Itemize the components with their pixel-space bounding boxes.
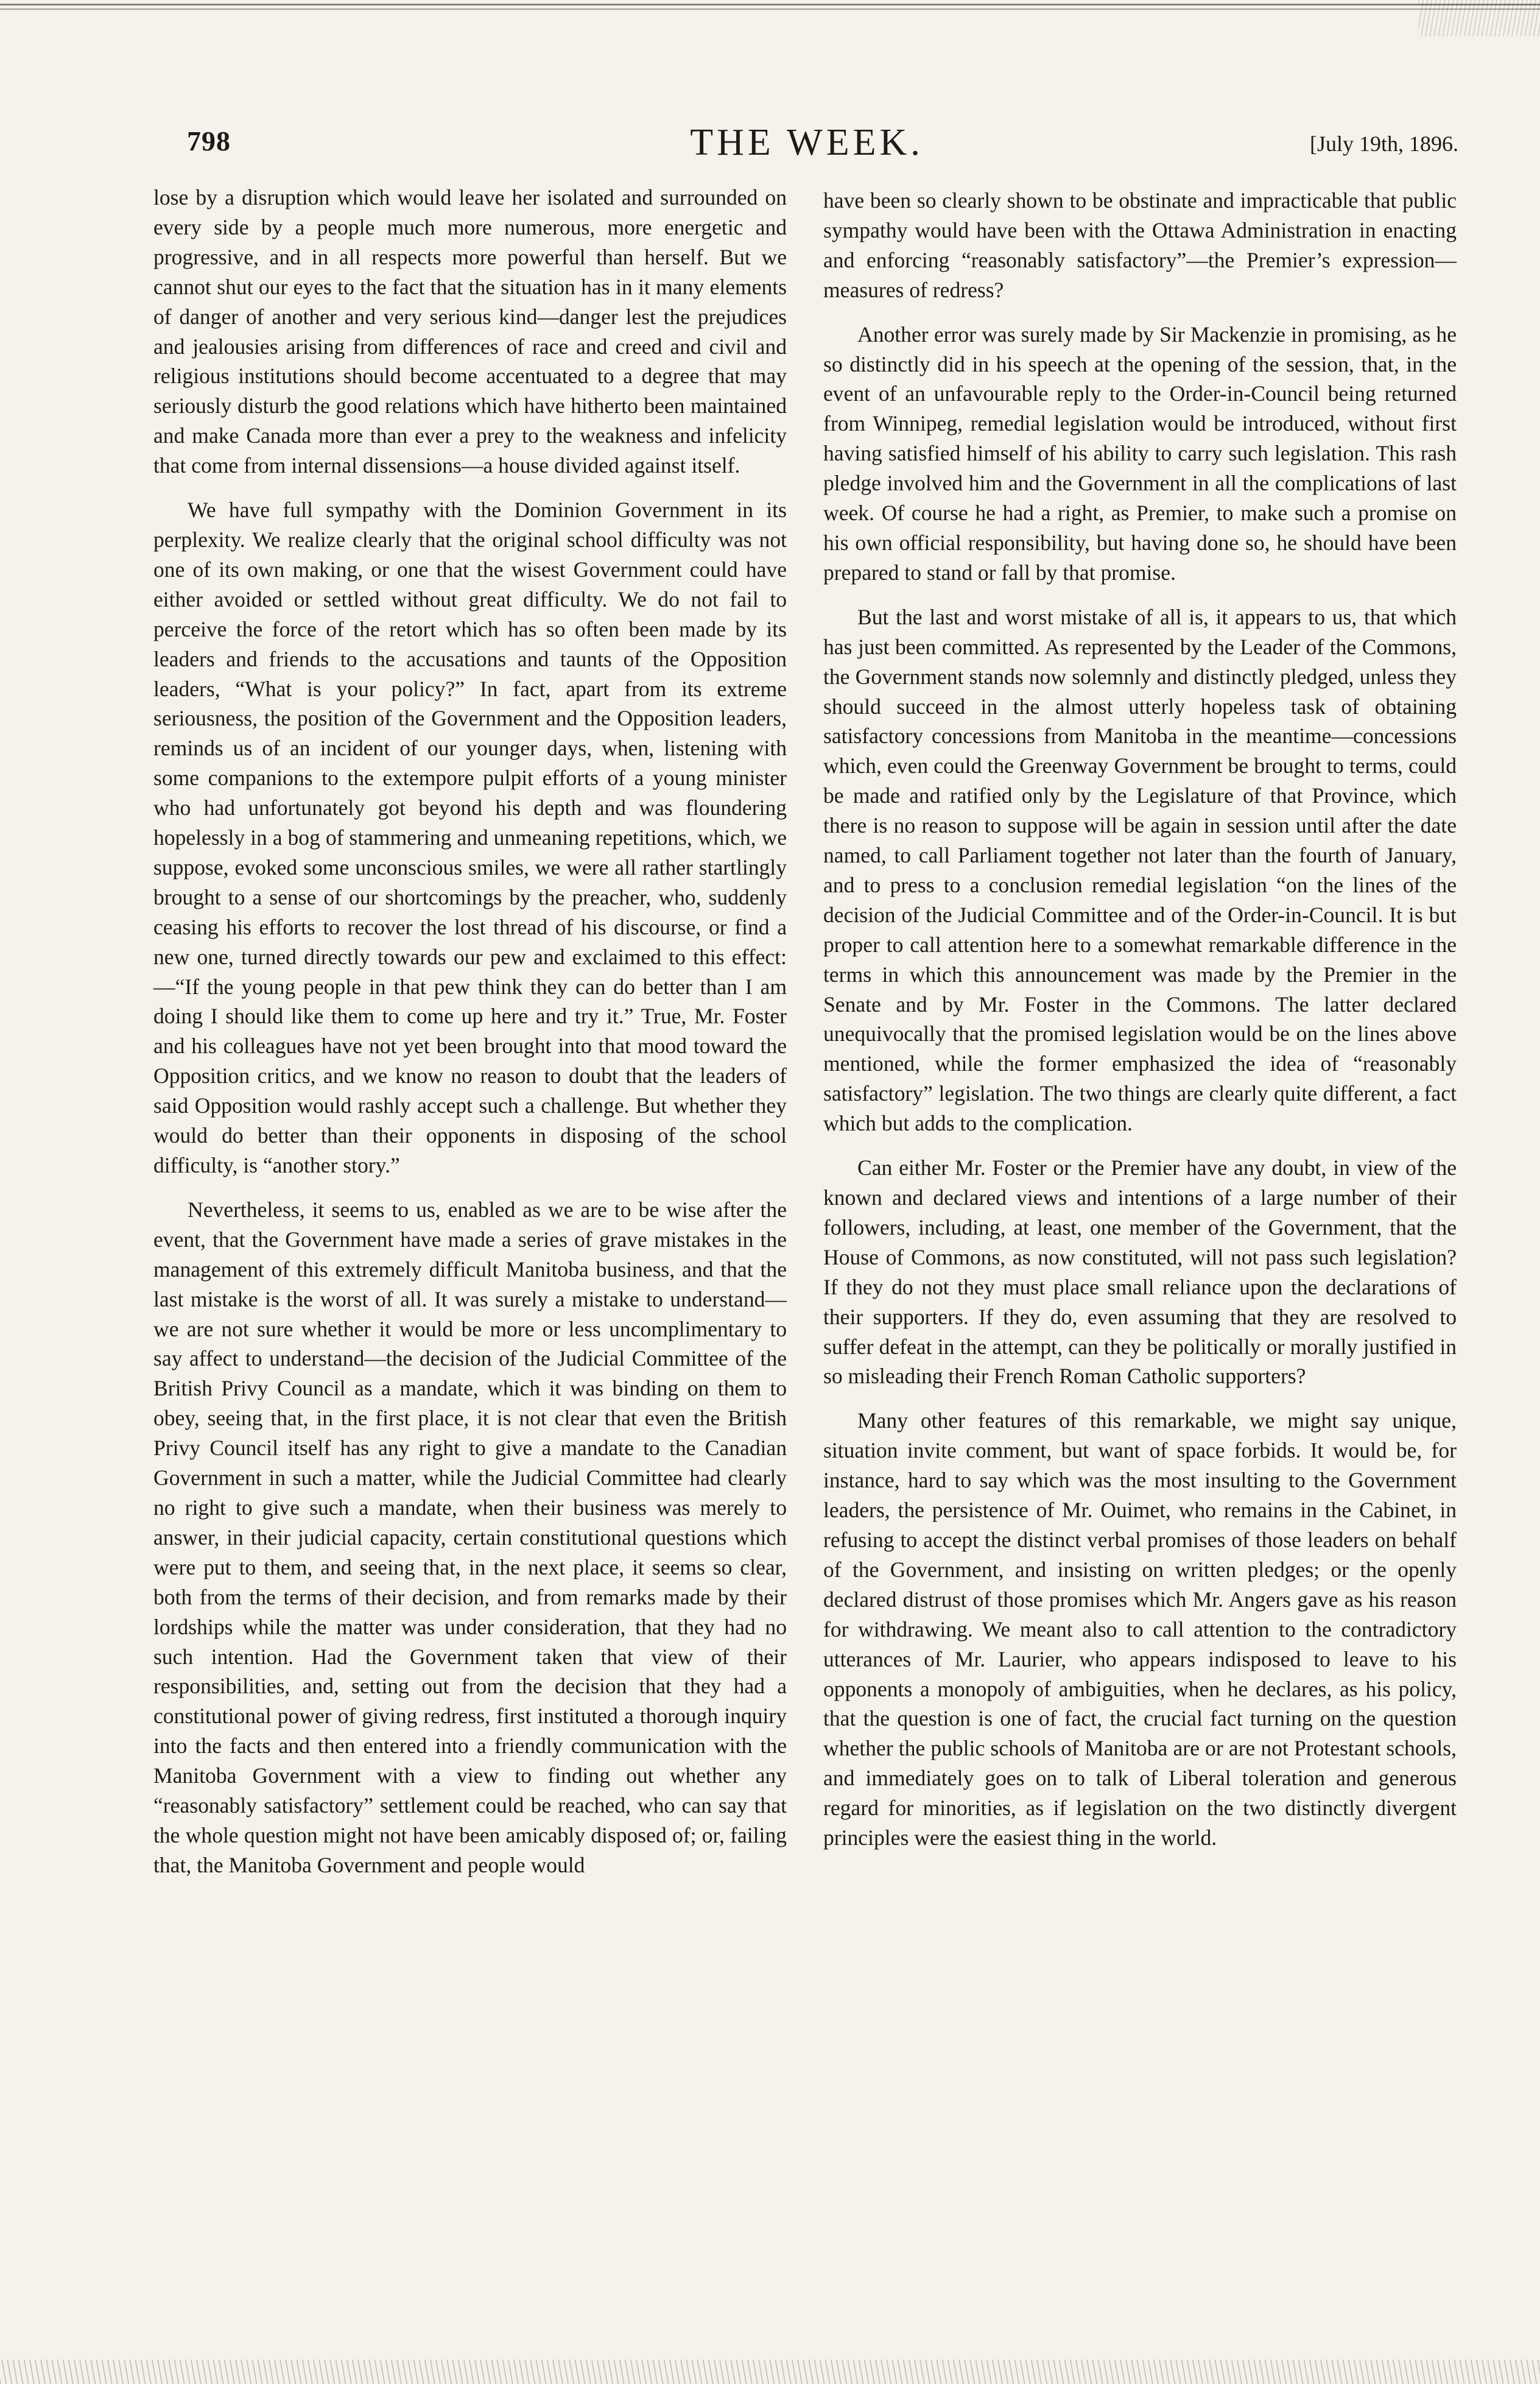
page-number: 798: [187, 125, 231, 157]
right-column: [823, 186, 1457, 1867]
paragraph: Another error was surely made by Sir Mackenzie in promising, as he so distinctly did in his speech at the opening of the session, that, in the event of an unfavourable reply to the Order-in-Council being returned from Winnipeg, remedial legislation would be introduced, without first having satisfied himself of his ability to carry such legislation. This rash pledge involved him and the Government in all the complications of last week. Of course he had a right, as Premier, to make such a promise on his own official responsibility, but having done so, he should have been prepared to stand or fall by that promise.: [823, 322, 1457, 585]
left-column: [153, 183, 787, 1895]
scan-bottom-artifact: [0, 2360, 1540, 2384]
paragraph: But the last and worst mistake of all is, it appears to us, that which has just been committed. As represented by the Leader of the Commons, the Government stands now solemnly and distinctly pledged, unless they should succeed in the almost utterly hopeless task of obtaining satisfactory concessions from Manitoba in the meantime—concessions which, even could the Greenway Government be brought to terms, could be made and ratified only by the Legislature of that Province, which there is no reason to suppose will be again in session until after the date named, to call Parliament together not later than the fourth of January, and to press to a conclusion remedial legislation “on the lines of the decision of the Judicial Committee and of the Order-in-Council. It is but proper to call attention here to a somewhat remarkable difference in the terms in which this announcement was made by the Premier in the Senate and by Mr. Foster in the Commons. The latter declared unequivocally that the promised legislation would be on the lines above mentioned, while the former emphasized the idea of “reasonably satisfactory” legislation. The two things are clearly quite different, a fact which but adds to the complication.: [823, 604, 1457, 1136]
paragraph: lose by a disruption which would leave her isolated and surrounded on every side by a people much more numerous, more energetic and progressive, and in all respects more powerful than herself. But we cannot shut our eyes to the fact that the situation has in it many elements of danger of another and very serious kind—danger lest the prejudices and jealousies arising from differences of race and creed and civil and religious institutions should become accentuated to a degree that may seriously disturb the good relations which have hitherto been maintained and make Canada more than ever a prey to the weakness and infelicity that come from internal dissensions—a house divided against itself.: [153, 185, 787, 478]
publication-title: THE WEEK.: [690, 122, 924, 163]
paragraph: We have full sympathy with the Dominion Government in its perplexity. We realize clearly that the original school difficulty was not one of its own making, or one that the wisest Government could have either avoided or settled without great difficulty. We do not fail to perceive the force of the retort which has so often been made by its leaders and friends to the accusations and taunts of the Opposition leaders, “What is your policy?” In fact, apart from its extreme seriousness, the position of the Government and the Opposition leaders, reminds us of an incident of our younger days, when, listening with some companions to the extempore pulpit efforts of a young minister who had unfortunately got beyond his depth and was floundering hopelessly in a bog of stammering and unmeaning repetitions, which, we suppose, evoked some unconscious smiles, we were all rather startlingly brought to a sense of our shortcomings by the preacher, who, suddenly ceasing his efforts to recover the lost thread of his discourse, or find a new one, turned directly towards our pew and exclaimed to this effect:—“If the young people in that pew think they can do better than I am doing I should like them to come up here and try it.” True, Mr. Foster and his colleagues have not yet been brought into that mood toward the Opposition critics, and we know no reason to doubt that the leaders of said Opposition would rashly accept such a challenge. But whether they would do better than their opponents in disposing of the school difficulty, is “another story.”: [153, 498, 787, 1177]
paragraph: Many other features of this remarkable, we might say unique, situation invite comment, but want of space forbids. It would be, for instance, hard to say which was the most insulting to the Government leaders, the persistence of Mr. Ouimet, who remains in the Cabinet, in refusing to accept the distinct verbal promises of those leaders on behalf of the Government, and insisting on written pledges; or the openly declared distrust of those promises which Mr. Angers gave as his reason for withdrawing. We meant also to call attention to the contradictory utterances of Mr. Laurier, who appears indisposed to leave to his opponents a monopoly of ambiguities, when he declares, as his policy, that the question is one of fact, the crucial fact turning on the question whether the public schools of Manitoba are or are not Protestant schools, and immediately goes on to talk of Liberal toleration and generous regard for minorities, as if legislation on the two distinctly divergent principles were the easiest thing in the world.: [823, 1408, 1457, 1850]
paragraph: Can either Mr. Foster or the Premier have any doubt, in view of the known and declared views and intentions of a large number of their followers, including, at least, one member of the Government, that the House of Commons, as now constituted, will not pass such legislation? If they do not they must place small reliance upon the declarations of their supporters. If they do, even assuming that they are resolved to suffer defeat in the attempt, can they be politically or morally justified in so misleading their French Roman Catholic supporters?: [823, 1155, 1457, 1389]
page-header: [155, 122, 1458, 174]
paragraph: Nevertheless, it seems to us, enabled as we are to be wise after the event, that the Government have made a series of grave mistakes in the management of this extremely difficult Manitoba business, and that the last mistake is the worst of all. It was surely a mistake to understand—we are not sure whether it would be more or less uncomplimentary to say affect to understand—the decision of the Judicial Committee of the British Privy Council as a mandate, which it was binding on them to obey, seeing that, in the first place, it is not clear that even the British Privy Council itself has any right to give a mandate to the Canadian Government in such a matter, while the Judicial Committee had clearly no right to give such a mandate, when their business was merely to answer, in their judicial capacity, certain constitutional questions which were put to them, and seeing that, in the next place, it seems so clear, both from the terms of their decision, and from remarks made by their lordships while the matter was under consideration, that they had no such intention. Had the Government taken that view of their responsibilities, and, setting out from the decision that they had a constitutional power of giving redress, first instituted a thorough inquiry into the facts and then entered into a friendly communication with the Manitoba Government with a view to finding out whether any “reasonably satisfactory” settlement could be reached, who can say that the whole question might not have been amicably disposed of; or, failing that, the Manitoba Government and people would: [153, 1197, 787, 1877]
issue-date: [July 19th, 1896.: [1309, 132, 1458, 156]
paragraph: have been so clearly shown to be obstinate and impracticable that public sympathy would have been with the Ottawa Administration in enacting and enforcing “reasonably satisfactory”—the Premier’s expression—measures of redress?: [823, 188, 1457, 302]
scan-edge-artifact: [1418, 0, 1540, 37]
top-border-rule: [0, 0, 1540, 13]
